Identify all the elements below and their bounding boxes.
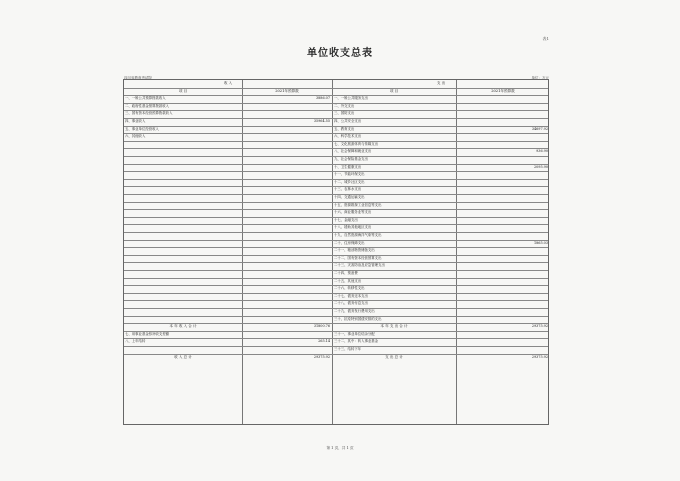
expense-row-label: 二十七、债务还本支出 [334, 293, 368, 298]
expense-row-label: 十三、农林水支出 [334, 187, 362, 192]
table-number: 表1 [542, 36, 549, 41]
expense-row-amount: 1865.03 [533, 240, 548, 245]
expense-row-label: 五、教育支出 [334, 126, 355, 131]
expense-row-label: 二十五、其他支出 [334, 278, 362, 283]
expense-row-label: 六、科学技术支出 [334, 134, 362, 139]
income-group-header: 收 入 [223, 81, 233, 85]
expense-item-header: 项 目 [389, 88, 399, 93]
budget-table [123, 79, 549, 425]
income-row-amount: 3886.07 [315, 96, 330, 101]
expense-row-label: 四、公共安全支出 [334, 119, 362, 123]
bottom-income-label: 七、用事业基金弥补收支差额 [125, 331, 170, 336]
income-row-label: 二、政府性基金预算拨款收入 [125, 103, 170, 108]
expense-group-header: 支 出 [436, 81, 446, 85]
expense-row-amount: 936.90 [536, 149, 548, 154]
expense-row-label: 十八、援助其他地区支出 [334, 225, 372, 230]
expense-total-amount: 29375.92 [531, 324, 548, 329]
income-total-label: 本 年 收 入 合 计 [169, 324, 197, 329]
bottom-expense-label: 三十三、结转下年 [334, 347, 362, 351]
income-budget-header: 2021年预算数 [275, 88, 299, 93]
expense-row-label: 二十八、债务付息支出 [334, 301, 368, 306]
grand-income-amount: 29375.92 [313, 354, 330, 359]
expense-row-label: 二十三、灾害防治及应急管理支出 [334, 263, 385, 268]
expense-row-label: 二十四、预备费 [334, 271, 358, 275]
expense-budget-header: 2021年预算数 [491, 88, 515, 93]
expense-row-label: 二十六、转移性支出 [334, 286, 365, 291]
expense-row-label: 二十九、债务发行费用支出 [334, 309, 375, 313]
organization-name: 四川省教育考试院 [124, 76, 152, 80]
expense-row-label: 二十、住房保障支出 [334, 240, 365, 245]
income-row-label: 三、国有资本经营预算拨款收入 [125, 111, 173, 116]
income-total-amount: 31800.76 [313, 324, 330, 329]
expense-row-label: 八、社会保障和就业支出 [334, 149, 372, 154]
page-footer: 第 1 页，共 1 页 [326, 446, 354, 450]
expense-row-label: 三十、抗疫特别国债安排的支出 [334, 316, 382, 321]
bottom-expense-label: 三十二、其中：转入事业基金 [334, 339, 379, 344]
expense-row-label: 十一、节能环保支出 [334, 172, 365, 177]
income-row-label: 六、其他收入 [125, 134, 146, 139]
grand-expense-amount: 29375.92 [531, 354, 548, 359]
grand-expense-label: 支 出 总 计 [385, 354, 403, 359]
bottom-income-label: 八、上年结转 [125, 339, 146, 344]
expense-row-label: 二十二、国有资本经营预算支出 [334, 255, 382, 260]
expense-row-label: 二十一、粮油物资储备支出 [334, 248, 375, 253]
expense-row-label: 十七、金融支出 [334, 217, 358, 222]
expense-row-label: 十六、商业服务业等支出 [334, 210, 372, 215]
expense-total-label: 本 年 支 出 合 计 [380, 324, 408, 329]
expense-row-label: 一、一般公共服务支出 [334, 96, 368, 101]
income-row-label: 一、一般公共预算拨款收入 [125, 96, 166, 101]
expense-row-label: 三、国防支出 [334, 111, 355, 116]
grand-income-label: 收 入 总 计 [174, 354, 192, 359]
unit-label: 单位：万元 [531, 76, 549, 80]
page-title: 单位收支总表 [307, 48, 373, 59]
expense-row-amount: 2095.90 [533, 164, 548, 169]
bottom-income-amount: 265.14 [318, 339, 330, 344]
expense-row-label: 十二、城乡社区支出 [334, 179, 365, 184]
income-item-header: 项 目 [178, 88, 188, 93]
expense-row-label: 七、文化旅游体育与传媒支出 [334, 141, 379, 146]
expense-row-label: 九、社会保险基金支出 [334, 157, 368, 161]
income-row-label: 四、事业收入 [125, 119, 146, 123]
expense-row-label: 十四、交通运输支出 [334, 195, 365, 199]
expense-row-label: 十五、资源勘探工业信息等支出 [334, 202, 382, 207]
bottom-expense-label: 三十一、事业单位结余分配 [334, 331, 375, 336]
income-row-amount: 35964.55 [313, 119, 330, 123]
expense-row-amount: 34697.92 [531, 126, 548, 131]
expense-row-label: 十、卫生健康支出 [334, 164, 362, 169]
income-row-label: 五、事业单位经营收入 [125, 126, 159, 131]
expense-row-label: 十九、自然资源海洋气象等支出 [334, 233, 382, 237]
expense-row-label: 二、外交支出 [334, 103, 355, 108]
